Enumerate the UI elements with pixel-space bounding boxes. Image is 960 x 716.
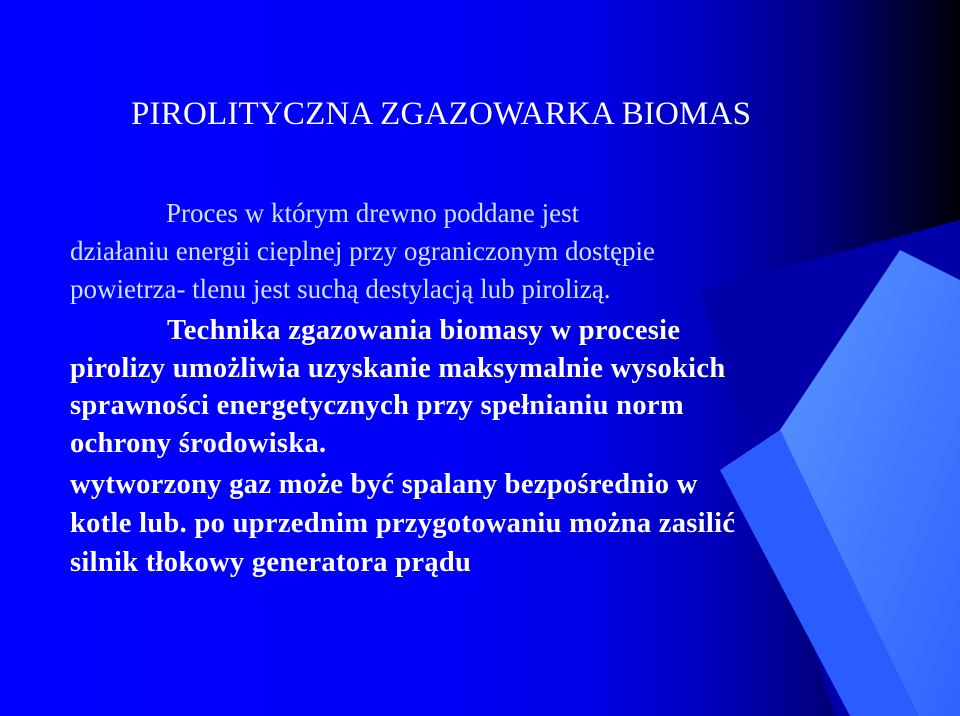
slide-body xyxy=(70,194,930,582)
paragraph-gasification-technique: Technika zgazowania biomasy w procesie pirolizy umożliwia uzyskanie maksymalnie wysokich sprawności energetycznych przy spełnianiu norm ochrony środowiska. xyxy=(70,315,726,459)
slide-title: PIROLITYCZNA ZGAZOWARKA BIOMAS xyxy=(131,96,752,132)
paragraph-pyrolysis-definition: Proces w którym drewno poddane jest działaniu energii cieplnej przy ograniczonym dostępie powietrza- tlenu jest suchą destylacją lub pirolizą. xyxy=(70,198,656,304)
paragraph-gas-usage: wytworzony gaz może być spalany bezpośrednio w kotle lub. po uprzednim przygotowaniu można zasilić silnik tłokowy generatora prądu xyxy=(70,469,736,578)
